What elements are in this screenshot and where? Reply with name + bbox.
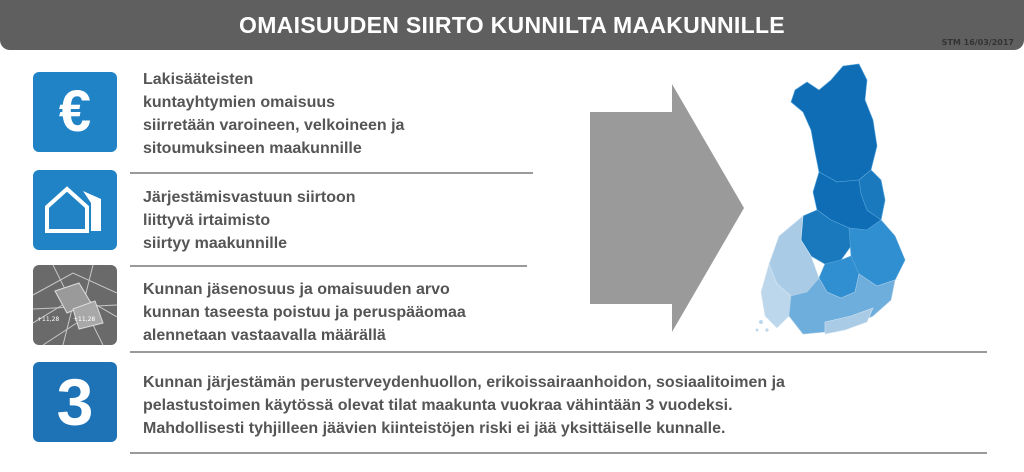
map-label: +11,28 bbox=[37, 316, 60, 323]
divider bbox=[130, 452, 987, 454]
divider bbox=[130, 172, 533, 174]
number-three-icon: 3 bbox=[33, 362, 117, 442]
map-label: +11,28 bbox=[73, 316, 96, 323]
item-text-assets: Lakisääteisten kuntayhtymien omaisuus siirretään varoineen, velkoineen ja sitoumuksineen maakunnille bbox=[143, 71, 405, 157]
arrow-right-icon bbox=[588, 82, 746, 334]
property-map-icon bbox=[33, 265, 117, 345]
item-text-equity: Kunnan jäsenosuus ja omaisuuden arvo kunnan taseesta poistuu ja peruspääomaa alennetaan vastaavalla määrällä bbox=[143, 281, 466, 344]
header-bar bbox=[0, 0, 1024, 50]
euro-icon: € bbox=[33, 72, 117, 152]
date-stamp: STM 16/03/2017 bbox=[941, 38, 1014, 47]
item-text-facilities: Kunnan järjestämän perusterveydenhuollon, erikoissairaanhoidon, sosiaalitoimen ja pelastustoimen käytössä olevat tilat maakunta vuokraa vähintään 3 vuodeksi. Mahdollisesti tyhjilleen jäävien kiinteistöjen riski ei jää yksittäiselle kunnalle. bbox=[143, 374, 785, 437]
page-title: OMAISUUDEN SIIRTO KUNNILTA MAAKUNNILLE bbox=[239, 11, 785, 38]
divider bbox=[130, 265, 527, 267]
house-icon bbox=[33, 170, 117, 250]
divider bbox=[130, 351, 987, 353]
finland-map-icon bbox=[755, 60, 915, 340]
item-text-movables: Järjestämisvastuun siirtoon liittyvä irtaimisto siirtyy maakunnille bbox=[143, 189, 356, 252]
